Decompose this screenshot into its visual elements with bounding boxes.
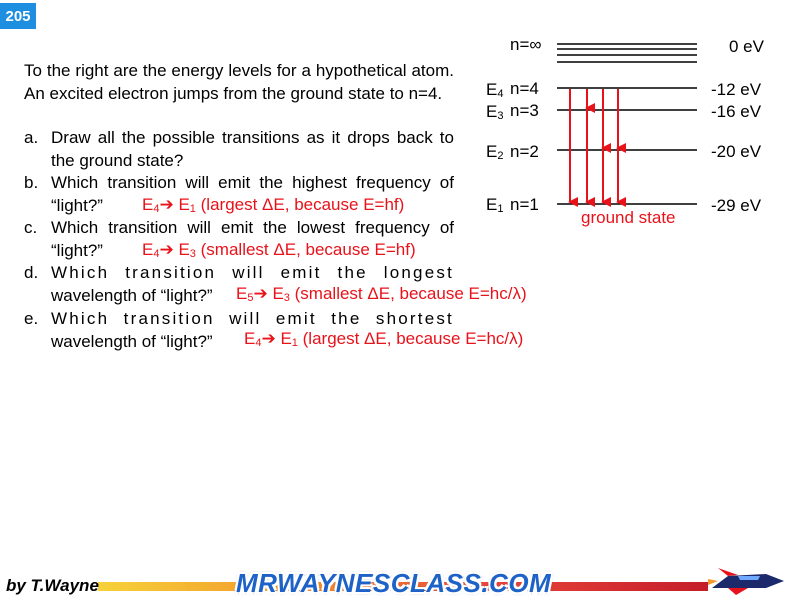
intro-paragraph: To the right are the energy levels for a hypothetical atom. An excited electron jumps from the ground state to n=4. <box>24 61 454 103</box>
answer-d: E5➔ E3 (smallest ΔE, because E=hc/λ) <box>236 284 527 304</box>
question-e-letter: e. <box>24 309 39 328</box>
energy-label-n2: -20 eV <box>711 142 762 161</box>
site-logo-text[interactable]: MRWAYNESCLASS.COM <box>236 568 552 598</box>
question-c-letter: c. <box>24 218 38 237</box>
e3-label: E3 <box>486 102 504 122</box>
e2-label: E2 <box>486 142 504 162</box>
slide-number-badge: 205 <box>0 3 36 29</box>
energy-label-n1: -29 eV <box>711 196 762 215</box>
n-infinity-label: n=∞ <box>510 35 542 54</box>
question-c-text: Which transition will emit the lowest frequency of “light?” <box>51 218 454 260</box>
answer-c: E4➔ E3 (smallest ΔE, because E=hf) <box>142 240 416 260</box>
question-d-letter: d. <box>24 263 39 282</box>
energy-label-n4: -12 eV <box>711 80 762 99</box>
author-credit: by T.Wayne <box>6 576 99 595</box>
question-e-line2: wavelength of “light?” <box>51 331 213 351</box>
answer-e: E4➔ E1 (largest ΔE, because E=hc/λ) <box>244 329 524 349</box>
question-a-text: Draw all the possible transitions as it drops back to the ground state? <box>51 128 454 170</box>
rocket-icon <box>708 566 788 596</box>
answer-b: E4➔ E1 (largest ΔE, because E=hf) <box>142 195 405 215</box>
question-d-line2: wavelength of “light?” <box>51 285 213 305</box>
energy-label-0: 0 eV <box>729 37 764 56</box>
question-b-text: Which transition will emit the highest frequency of “light?” <box>51 173 454 215</box>
question-d-line1: Which transition will emit the longest <box>51 263 454 282</box>
n4-label: n=4 <box>510 79 539 98</box>
question-e-line1: Which transition will emit the shortest <box>51 309 454 328</box>
energy-label-n3: -16 eV <box>711 102 762 121</box>
question-a-letter: a. <box>24 128 39 147</box>
n3-label: n=3 <box>510 101 539 120</box>
question-b-letter: b. <box>24 173 39 192</box>
e1-label: E1 <box>486 195 504 215</box>
ground-state-label: ground state <box>581 208 676 227</box>
e4-label: E4 <box>486 80 504 100</box>
n2-label: n=2 <box>510 142 539 161</box>
n1-label: n=1 <box>510 195 539 214</box>
